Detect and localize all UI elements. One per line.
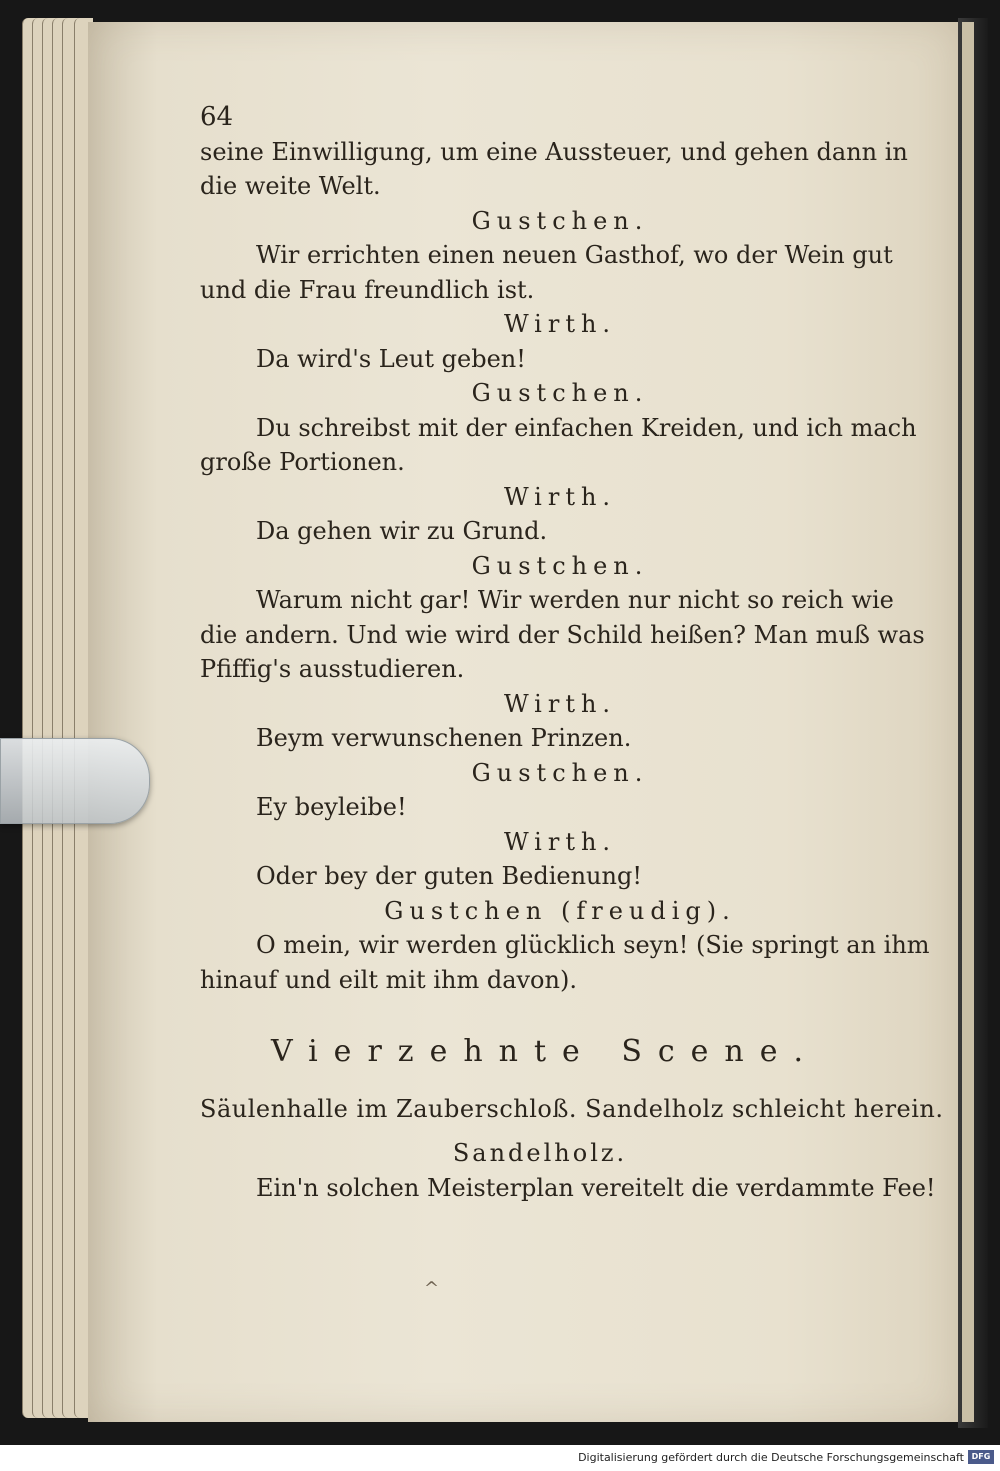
stage-direction: Säulenhalle im Zauberschloß. Sandelholz schleicht herein. [200,1094,944,1123]
text-line: Da wird's Leut geben! [256,344,526,373]
speaker-name: Gustchen. [471,379,649,407]
text-line: Da gehen wir zu Grund. [256,517,548,545]
text-line: die weite Welt. [200,172,381,200]
text-line: seine Einwilligung, um eine Aussteuer, und gehen dann in [200,137,908,166]
speaker-name: Gustchen. [471,758,649,787]
speaker-name: Wirth. [503,827,617,856]
digitization-footer [0,1445,1000,1471]
footer-text: Digitalisierung gefördert durch die Deutsche Forschungsgemeinschaft [578,1451,964,1464]
page-stack-edges [22,18,92,1418]
speaker-name: Gustchen (freudig). [384,896,736,925]
ink-mark: ^ [424,1278,440,1299]
speaker-name: Gustchen. [471,551,649,580]
scene-heading: Vierzehnte Scene. [270,1034,820,1069]
text-line: die andern. Und wie wird der Schild heißen? Man muß was [200,620,925,649]
page-number: 64 [200,102,234,132]
text-line: Wir errichten einen neuen Gasthof, wo der Wein gut [256,241,893,269]
text-line: Pfiffig's ausstudieren. [200,655,465,683]
speaker-name: Gustchen. [471,206,649,235]
page-text [200,100,944,1205]
bookmark-clip [0,738,150,824]
text-line: große Portionen. [200,448,405,476]
text-line: und die Frau freundlich ist. [200,275,535,304]
text-line: Beym verwunschenen Prinzen. [256,724,632,752]
speaker-name: Wirth. [503,310,617,338]
text-line: hinauf und eilt mit ihm davon). [200,965,577,994]
speaker-name: Wirth. [503,482,617,511]
text-line: Warum nicht gar! Wir werden nur nicht so reich wie [256,586,894,614]
text-line: Oder bey der guten Bedienung! [256,862,642,890]
text-line: Ein'n solchen Meisterplan vereitelt die verdammte Fee! [256,1173,936,1202]
text-line: Ey beyleibe! [256,793,407,821]
text-line: O mein, wir werden glücklich seyn! (Sie springt an ihm [256,931,930,959]
facing-page-sliver [962,22,974,1422]
text-line: Du schreibst mit der einfachen Kreiden, und ich mach [256,413,917,442]
speaker-name: Wirth. [503,689,617,718]
speaker-name: Sandelholz. [452,1139,628,1167]
dfg-logo-icon: DFG [968,1450,994,1464]
